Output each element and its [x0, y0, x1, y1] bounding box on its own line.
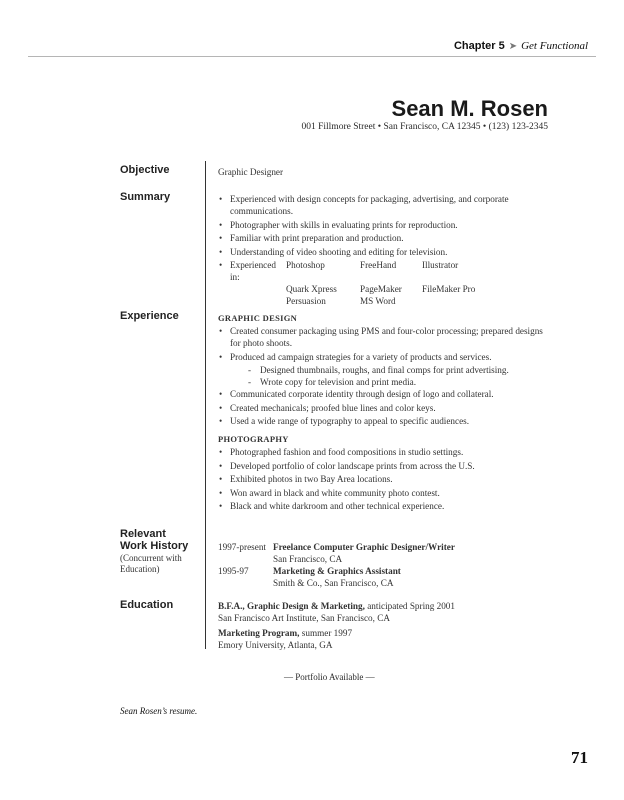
page-number: 71 [571, 748, 588, 767]
education-label: Education [120, 599, 174, 611]
job-place: Smith & Co., San Francisco, CA [273, 578, 394, 588]
graphic-design-block [218, 312, 548, 429]
summary-label: Summary [120, 191, 171, 203]
portfolio-note: — Portfolio Available — [284, 672, 375, 682]
experience-label: Experience [120, 310, 179, 322]
job-place: San Francisco, CA [273, 554, 343, 564]
school: San Francisco Art Institute, San Francisco, CA [218, 613, 390, 623]
running-header [454, 40, 588, 52]
list-item: • Communicated corporate identity through design of logo and collateral. [218, 388, 548, 400]
chapter-number: Chapter 5 [453, 40, 505, 52]
work-history-label [120, 528, 188, 552]
list-item: • Black and white darkroom and other technical experience. [218, 500, 548, 512]
software-intro: • Experienced in: [230, 260, 276, 282]
list-item: • Photographer with skills in evaluating prints for reproduction. [218, 219, 528, 231]
list-item: • Experienced with design concepts for packaging, advertising, and corporate communications. [218, 193, 528, 217]
software-item: PageMaker [360, 284, 402, 294]
chapter-title: Get Functional [521, 40, 588, 52]
objective-text: Graphic Designer [218, 167, 284, 177]
work-history-sublabel [120, 553, 182, 575]
software-item: FreeHand [360, 260, 397, 270]
software-item: Quark Xpress [286, 284, 337, 294]
list-item: • Familiar with print preparation and production. [218, 232, 528, 244]
degree-detail: summer 1997 [299, 628, 353, 638]
work-history-label-line: Work History [120, 540, 189, 552]
figure-caption: Sean Rosen’s resume. [120, 706, 198, 716]
software-item: Persuasion [286, 296, 326, 306]
section-divider-line [205, 161, 206, 649]
job-title: Freelance Computer Graphic Designer/Writer [273, 542, 455, 552]
work-history-block [218, 541, 573, 589]
sublabel-line: (Concurrent with [120, 553, 182, 563]
header-rule [28, 56, 596, 57]
list-item: • Photographed fashion and food compositions in studio settings. [218, 446, 548, 458]
school: Emory University, Atlanta, GA [218, 640, 333, 650]
subsection-heading: GRAPHIC DESIGN [218, 313, 298, 323]
degree: B.F.A., Graphic Design & Marketing, [218, 601, 365, 611]
education-entry [218, 627, 455, 639]
education-block [218, 600, 455, 651]
list-item: • Used a wide range of typography to appeal to specific audiences. [218, 415, 548, 427]
arrow-icon: ➤ [508, 41, 518, 52]
list-item [218, 259, 528, 307]
job-title: Marketing & Graphics Assistant [273, 566, 401, 576]
job-entry [218, 565, 573, 589]
software-item: Illustrator [422, 260, 459, 270]
software-grid [230, 259, 528, 307]
list-item: • Understanding of video shooting and editing for television. [218, 246, 528, 258]
degree-detail: anticipated Spring 2001 [364, 601, 455, 611]
work-history-label-line: Relevant [120, 528, 166, 540]
list-item: • Developed portfolio of color landscape prints from across the U.S. [218, 460, 548, 472]
sub-list-item: - Wrote copy for television and print media. [248, 376, 548, 388]
list-item: • Created consumer packaging using PMS and four-color processing; prepared designs for photo shoots. [218, 325, 548, 349]
sublabel-line: Education) [120, 564, 160, 574]
resume-contact: 001 Fillmore Street • San Francisco, CA 12345 • (123) 123-2345 [301, 122, 548, 132]
list-item: • Exhibited photos in two Bay Area locations. [218, 473, 548, 485]
sub-list-item: - Designed thumbnails, roughs, and final comps for print advertising. [248, 364, 548, 376]
education-entry [218, 600, 455, 612]
summary-block [218, 193, 528, 309]
subsection-heading: PHOTOGRAPHY [218, 434, 289, 444]
list-item: • Created mechanicals; proofed blue lines and color keys. [218, 402, 548, 414]
software-item: FileMaker Pro [422, 284, 476, 294]
objective-label: Objective [120, 164, 170, 176]
job-dates: 1995-97 [218, 566, 249, 576]
photography-block [218, 433, 548, 514]
job-dates: 1997-present [218, 542, 266, 552]
list-item: • Won award in black and white community photo contest. [218, 487, 548, 499]
job-entry [218, 541, 573, 565]
list-item [218, 351, 548, 363]
software-item: Photoshop [286, 260, 325, 270]
software-item: MS Word [360, 296, 396, 306]
degree: Marketing Program, [218, 628, 300, 638]
list-item-text: Produced ad campaign strategies for a variety of products and services. [230, 351, 492, 362]
resume-name: Sean M. Rosen [391, 96, 548, 121]
